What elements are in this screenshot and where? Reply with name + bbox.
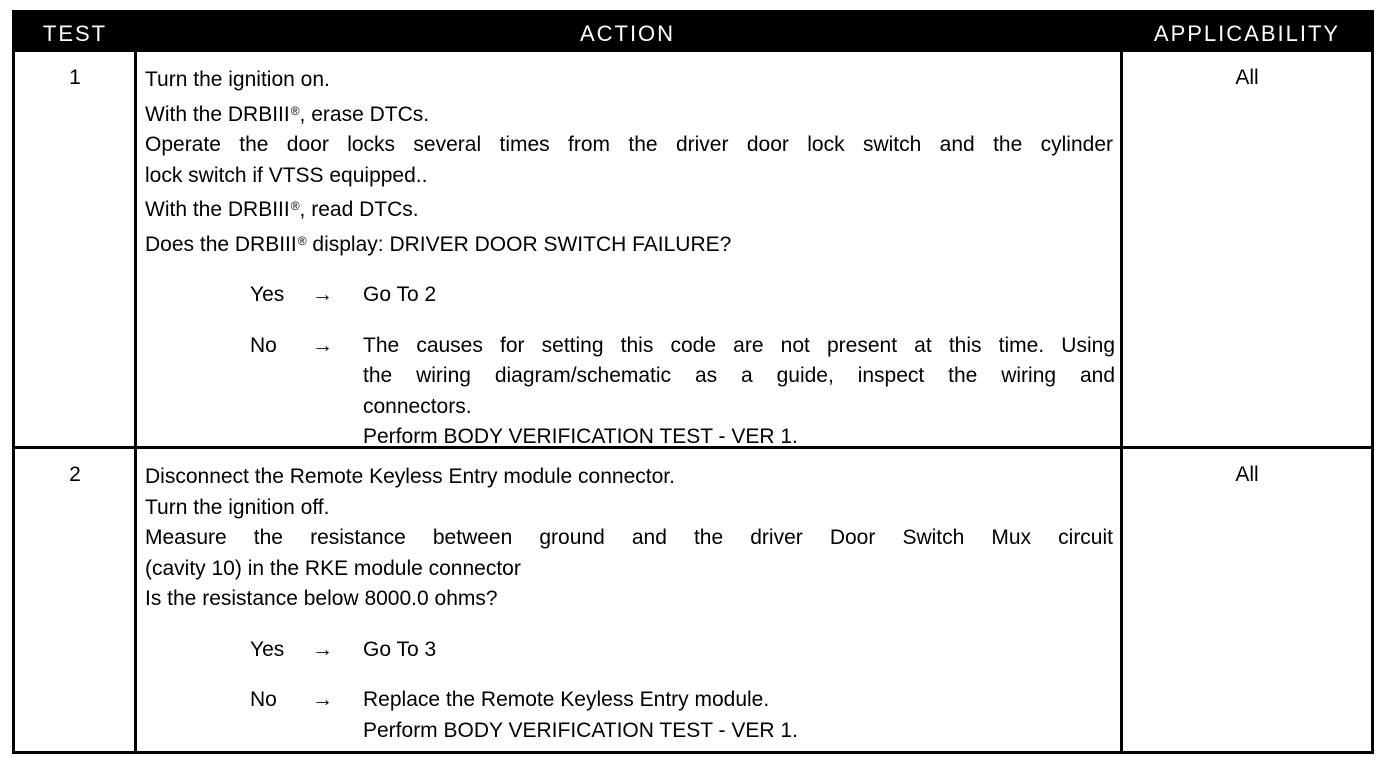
outcome-line: connectors. bbox=[363, 394, 472, 418]
outcome-label: No bbox=[250, 688, 277, 711]
table-row bbox=[15, 52, 1371, 446]
action-step: Disconnect the Remote Keyless Entry module connector. bbox=[145, 465, 675, 488]
outcome-body bbox=[363, 331, 1113, 453]
outcome-line: Perform BODY VERIFICATION TEST - VER 1. bbox=[363, 425, 798, 448]
action-step-part: , erase DTCs. bbox=[299, 102, 430, 126]
outcome-line: Replace the Remote Keyless Entry module. bbox=[363, 688, 770, 711]
outcome-line: Perform BODY VERIFICATION TEST - VER 1. bbox=[363, 718, 798, 742]
action-step: lock switch if VTSS equipped.. bbox=[145, 163, 428, 187]
outcome-label: No bbox=[250, 333, 277, 357]
outcome-yes bbox=[250, 280, 1113, 311]
outcome-body bbox=[363, 280, 1113, 311]
table-header bbox=[15, 13, 1371, 52]
outcome-yes bbox=[250, 635, 1113, 666]
outcome-line: Go To 2 bbox=[363, 283, 437, 306]
registered-mark: ® bbox=[297, 233, 307, 248]
registered-mark: ® bbox=[290, 103, 300, 118]
outcome-line: The causes for setting this code are not present at this time. Using bbox=[363, 333, 1115, 357]
header-applicability: APPLICABILITY bbox=[1153, 21, 1341, 46]
action-step-part: Does the DRBIII bbox=[145, 232, 297, 256]
action-step: Turn the ignition off. bbox=[145, 495, 330, 519]
action-step: Measure the resistance between ground and the driver Door Switch Mux circuit bbox=[145, 526, 1113, 549]
action-step-part: , read DTCs. bbox=[299, 198, 419, 221]
action-cell bbox=[145, 462, 1113, 746]
outcome-line: the wiring diagram/schematic as a guide, inspect the wiring and bbox=[363, 364, 1115, 387]
outcome-body bbox=[363, 635, 1113, 666]
outcome-label: Yes bbox=[250, 637, 285, 661]
action-step bbox=[145, 226, 1113, 261]
applicability-cell: All bbox=[1235, 66, 1259, 89]
action-step bbox=[145, 191, 1113, 226]
outcome-body bbox=[363, 685, 1113, 746]
action-step: Turn the ignition on. bbox=[145, 68, 330, 91]
arrow-right-icon: → bbox=[312, 333, 333, 357]
outcome-label: Yes bbox=[250, 283, 285, 306]
action-step-part: display: DRIVER DOOR SWITCH FAILURE? bbox=[306, 232, 732, 256]
header-test: TEST bbox=[42, 21, 108, 46]
outcome-line: Go To 3 bbox=[363, 637, 437, 661]
applicability-cell: All bbox=[1235, 463, 1259, 486]
action-step bbox=[145, 96, 1113, 131]
arrow-right-icon: → bbox=[312, 688, 333, 711]
action-step: Is the resistance below 8000.0 ohms? bbox=[145, 587, 498, 610]
table-row bbox=[15, 449, 1371, 751]
header-action: ACTION bbox=[579, 21, 676, 46]
arrow-right-icon: → bbox=[312, 283, 333, 306]
registered-mark: ® bbox=[290, 199, 300, 213]
outcome-no bbox=[250, 685, 1113, 746]
test-number: 1 bbox=[69, 66, 81, 89]
arrow-right-icon: → bbox=[312, 637, 333, 661]
action-step: Operate the door locks several times from the driver door lock switch and the cylinder bbox=[145, 133, 1113, 156]
test-number: 2 bbox=[69, 463, 81, 486]
action-step-part: With the DRBIII bbox=[145, 198, 290, 221]
action-step-part: With the DRBIII bbox=[145, 102, 290, 126]
action-cell bbox=[145, 65, 1113, 453]
outcome-no bbox=[250, 331, 1113, 453]
diagnostic-test-table bbox=[12, 10, 1374, 754]
action-step: (cavity 10) in the RKE module connector bbox=[145, 556, 521, 580]
